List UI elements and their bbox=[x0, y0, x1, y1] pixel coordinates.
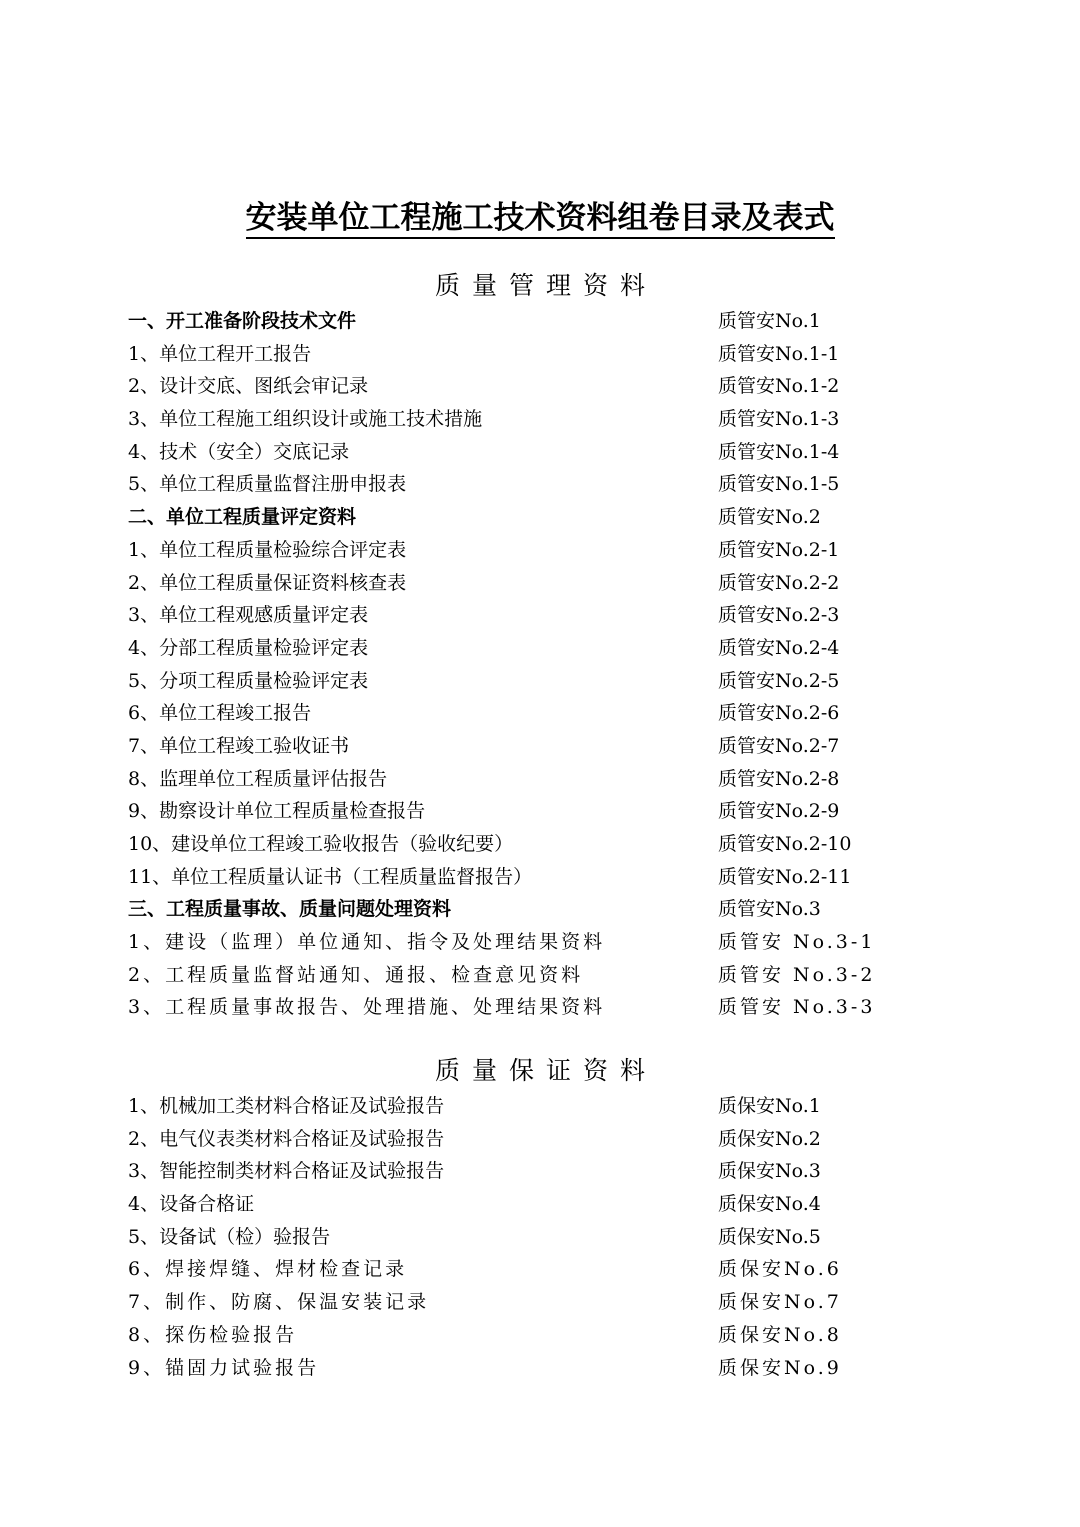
item-code: 质保安No.7 bbox=[718, 1291, 842, 1314]
item-code: 质保安No.8 bbox=[718, 1323, 842, 1346]
item-code: 质管安No.1-3 bbox=[718, 408, 840, 431]
item-code: 质管安No.2-9 bbox=[718, 800, 840, 823]
item-label: 2、电气仪表类材料合格证及试验报告 bbox=[128, 1127, 445, 1150]
item-label: 3、工程质量事故报告、处理措施、处理结果资料 bbox=[128, 996, 606, 1019]
list-item bbox=[128, 1319, 958, 1352]
list-item bbox=[128, 828, 958, 861]
document-title bbox=[0, 196, 1080, 240]
list-item bbox=[128, 599, 958, 632]
item-label: 3、单位工程观感质量评定表 bbox=[128, 604, 369, 627]
list-item bbox=[128, 1155, 958, 1188]
list-item bbox=[128, 697, 958, 730]
item-label: 9、勘察设计单位工程质量检查报告 bbox=[128, 800, 426, 823]
item-code: 质保安No.6 bbox=[718, 1258, 842, 1281]
list-item bbox=[128, 436, 958, 469]
item-label: 3、单位工程施工组织设计或施工技术措施 bbox=[128, 408, 483, 431]
quality-assurance-list bbox=[128, 1090, 958, 1384]
item-code: 质管安No.2-8 bbox=[718, 767, 840, 790]
item-code: 质管安No.2-5 bbox=[718, 669, 840, 692]
list-heading-row bbox=[128, 305, 958, 338]
item-label: 三、工程质量事故、质量问题处理资料 bbox=[128, 898, 452, 921]
item-label: 2、工程质量监督站通知、通报、检查意见资料 bbox=[128, 963, 584, 986]
item-code: 质管安No.3 bbox=[718, 898, 821, 921]
list-item bbox=[128, 1188, 958, 1221]
item-code: 质保安No.5 bbox=[718, 1225, 821, 1248]
list-item bbox=[128, 403, 958, 436]
list-item bbox=[128, 632, 958, 665]
list-item bbox=[128, 763, 958, 796]
item-label: 5、设备试（检）验报告 bbox=[128, 1225, 331, 1248]
list-item bbox=[128, 1123, 958, 1156]
item-label: 一、开工准备阶段技术文件 bbox=[128, 310, 357, 332]
list-item bbox=[128, 567, 958, 600]
item-label: 11、单位工程质量认证书（工程质量监督报告） bbox=[128, 865, 533, 888]
item-label: 8、探伤检验报告 bbox=[128, 1323, 298, 1346]
item-label: 5、分项工程质量检验评定表 bbox=[128, 669, 369, 692]
item-label: 1、单位工程开工报告 bbox=[128, 342, 312, 365]
item-code: 质保安No.3 bbox=[718, 1160, 821, 1183]
list-item bbox=[128, 730, 958, 763]
item-label: 2、单位工程质量保证资料核查表 bbox=[128, 571, 407, 594]
list-item bbox=[128, 1286, 958, 1319]
list-item bbox=[128, 959, 958, 992]
item-label: 6、单位工程竣工报告 bbox=[128, 702, 312, 725]
list-heading-row bbox=[128, 893, 958, 926]
item-label: 4、技术（安全）交底记录 bbox=[128, 440, 350, 463]
list-item bbox=[128, 991, 958, 1024]
list-heading-row bbox=[128, 501, 958, 534]
item-code: 质保安No.9 bbox=[718, 1356, 842, 1379]
item-label: 10、建设单位工程竣工验收报告（验收纪要） bbox=[128, 833, 514, 855]
item-code: 质管安No.1-1 bbox=[718, 342, 840, 365]
list-item bbox=[128, 665, 958, 698]
item-code: 质管安No.2-6 bbox=[718, 702, 840, 725]
item-code: 质保安No.4 bbox=[718, 1193, 821, 1216]
list-item bbox=[128, 1221, 958, 1254]
item-code: 质管安No.2-11 bbox=[718, 865, 852, 888]
list-item bbox=[128, 1090, 958, 1123]
list-item bbox=[128, 795, 958, 828]
item-label: 6、焊接焊缝、焊材检查记录 bbox=[128, 1258, 408, 1281]
section-title-quality-assurance: 质量保证资料 bbox=[434, 1056, 657, 1085]
item-label: 1、机械加工类材料合格证及试验报告 bbox=[128, 1095, 445, 1117]
item-code: 质保安No.1 bbox=[718, 1095, 821, 1117]
item-label: 2、设计交底、图纸会审记录 bbox=[128, 375, 369, 398]
item-label: 4、分部工程质量检验评定表 bbox=[128, 636, 369, 659]
item-code: 质管安No.1 bbox=[718, 310, 821, 332]
list-item bbox=[128, 468, 958, 501]
item-code: 质管安No.2-1 bbox=[718, 538, 840, 561]
item-code: 质管安No.1-5 bbox=[718, 473, 840, 496]
section-title-quality-management: 质量管理资料 bbox=[434, 271, 657, 300]
list-item bbox=[128, 861, 958, 894]
item-label: 1、单位工程质量检验综合评定表 bbox=[128, 538, 407, 561]
quality-management-list bbox=[128, 305, 958, 1024]
item-code: 质管安No.1-2 bbox=[718, 375, 840, 398]
item-code: 质管安 No.3-3 bbox=[718, 996, 876, 1019]
list-item bbox=[128, 534, 958, 567]
item-label: 7、单位工程竣工验收证书 bbox=[128, 734, 350, 757]
item-label: 5、单位工程质量监督注册申报表 bbox=[128, 473, 407, 496]
list-item bbox=[128, 1253, 958, 1286]
document-title-text: 安装单位工程施工技术资料组卷目录及表式 bbox=[246, 200, 835, 239]
list-item bbox=[128, 926, 958, 959]
item-code: 质管安No.1-4 bbox=[718, 440, 840, 463]
item-label: 1、建设（监理）单位通知、指令及处理结果资料 bbox=[128, 931, 606, 954]
item-code: 质管安No.2 bbox=[718, 506, 821, 529]
item-code: 质管安No.2-3 bbox=[718, 604, 840, 627]
list-item bbox=[128, 338, 958, 371]
list-item bbox=[128, 370, 958, 403]
item-code: 质管安No.2-2 bbox=[718, 571, 840, 594]
item-code: 质管安No.2-7 bbox=[718, 734, 840, 757]
item-label: 3、智能控制类材料合格证及试验报告 bbox=[128, 1160, 445, 1183]
item-label: 4、设备合格证 bbox=[128, 1193, 255, 1216]
item-label: 二、单位工程质量评定资料 bbox=[128, 506, 357, 529]
item-code: 质管安No.2-4 bbox=[718, 636, 840, 659]
item-code: 质管安No.2-10 bbox=[718, 833, 852, 855]
item-code: 质管安 No.3-2 bbox=[718, 963, 876, 986]
list-item bbox=[128, 1352, 958, 1385]
item-label: 9、锚固力试验报告 bbox=[128, 1356, 320, 1379]
item-code: 质保安No.2 bbox=[718, 1127, 821, 1150]
item-code: 质管安 No.3-1 bbox=[718, 931, 876, 954]
item-label: 7、制作、防腐、保温安装记录 bbox=[128, 1291, 430, 1314]
item-label: 8、监理单位工程质量评估报告 bbox=[128, 767, 388, 790]
